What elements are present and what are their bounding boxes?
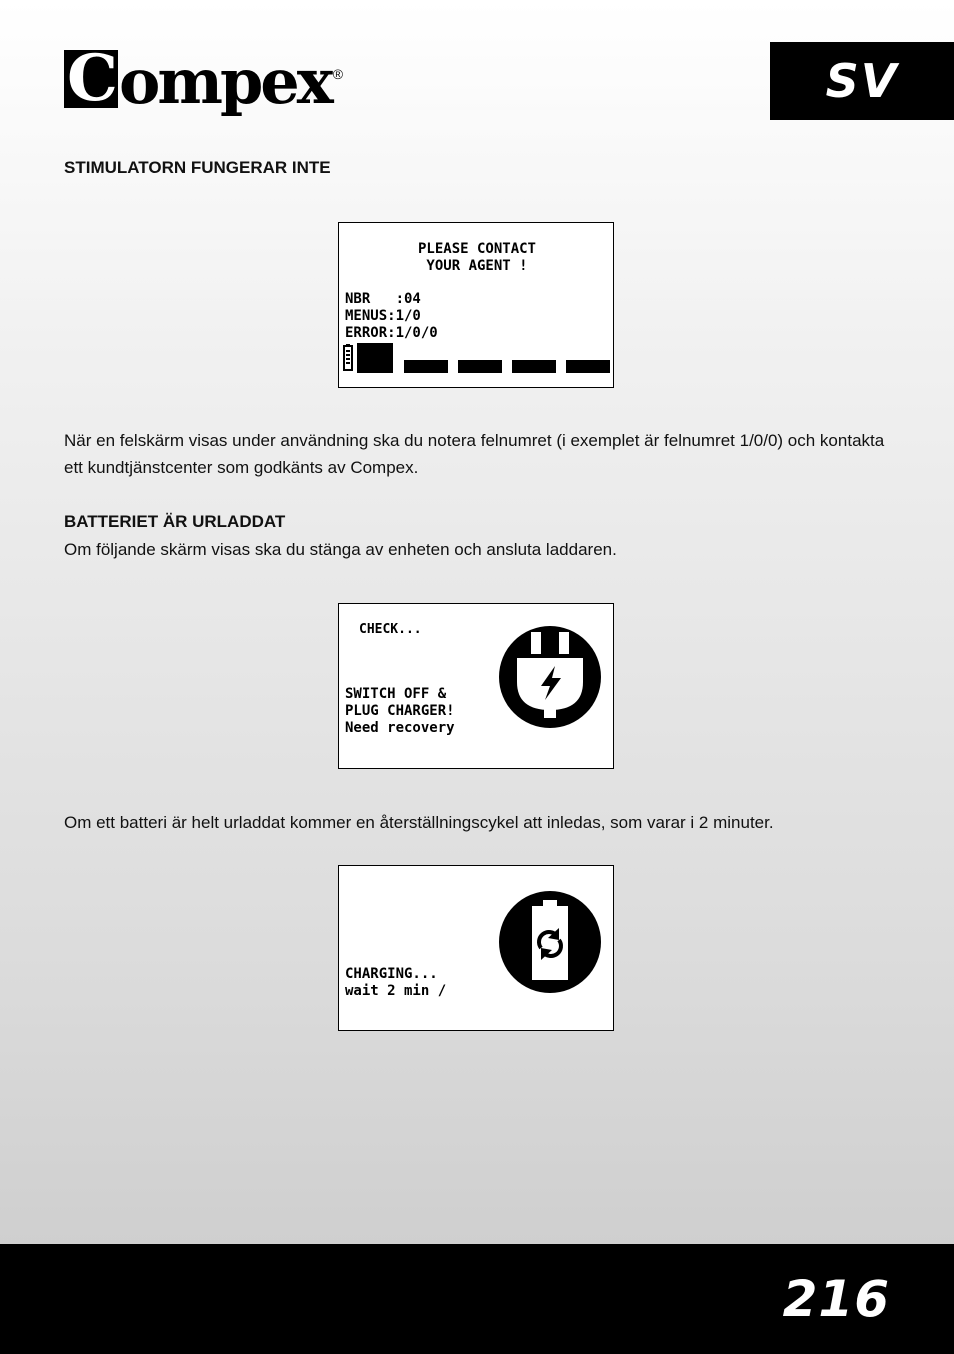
- footer-bar: [0, 1244, 954, 1354]
- section-heading-stimulator: STIMULATORN FUNGERAR INTE: [64, 158, 331, 177]
- battery-level-bar: [339, 341, 615, 375]
- compex-logo: [64, 40, 343, 124]
- check-line-2: PLUG CHARGER!: [345, 703, 455, 719]
- battery-segment: [458, 360, 502, 373]
- error-line-2: YOUR AGENT !: [426, 258, 528, 274]
- battery-charging-icon: [497, 890, 603, 994]
- language-label: SV: [825, 54, 899, 108]
- battery-segment: [566, 360, 610, 373]
- page-number: 216: [782, 1270, 890, 1328]
- error-nbr: NBR :04: [345, 291, 421, 307]
- battery-segment: [404, 360, 448, 373]
- error-code: ERROR:1/0/0: [345, 325, 438, 341]
- registered-mark: ®: [332, 66, 344, 82]
- battery-segment-full: [357, 343, 393, 373]
- error-screen: [338, 222, 614, 388]
- battery-icon: [344, 344, 352, 370]
- logo-text: ompex: [119, 45, 331, 118]
- error-line-1: PLEASE CONTACT: [417, 241, 536, 257]
- charging-line-1: CHARGING...: [345, 966, 438, 982]
- logo-initial: C: [64, 50, 118, 108]
- plug-charger-icon: [497, 624, 603, 730]
- paragraph-error-instructions: När en felskärm visas under användning ska du notera felnumret (i exemplet är felnumret 1/0/0) och kontakta ett kundtjänstcenter som godkänts av Compex.: [64, 431, 885, 477]
- charging-screen: [338, 865, 614, 1031]
- check-line-1: SWITCH OFF &: [345, 686, 447, 702]
- battery-segment: [512, 360, 556, 373]
- logo-wordmark: [64, 40, 331, 124]
- check-screen: [338, 603, 614, 769]
- paragraph-battery-instructions: Om följande skärm visas ska du stänga av enheten och ansluta laddaren.: [64, 540, 617, 559]
- error-menus: MENUS:1/0: [345, 308, 421, 324]
- language-tab: [770, 42, 954, 120]
- check-title: CHECK...: [359, 622, 422, 637]
- charging-line-2: wait 2 min /: [345, 983, 447, 999]
- check-line-3: Need recovery: [345, 720, 455, 736]
- paragraph-recovery-cycle: Om ett batteri är helt urladdat kommer en återställningscykel att inledas, som varar i 2 minuter.: [64, 813, 774, 832]
- section-heading-battery: BATTERIET ÄR URLADDAT: [64, 512, 286, 531]
